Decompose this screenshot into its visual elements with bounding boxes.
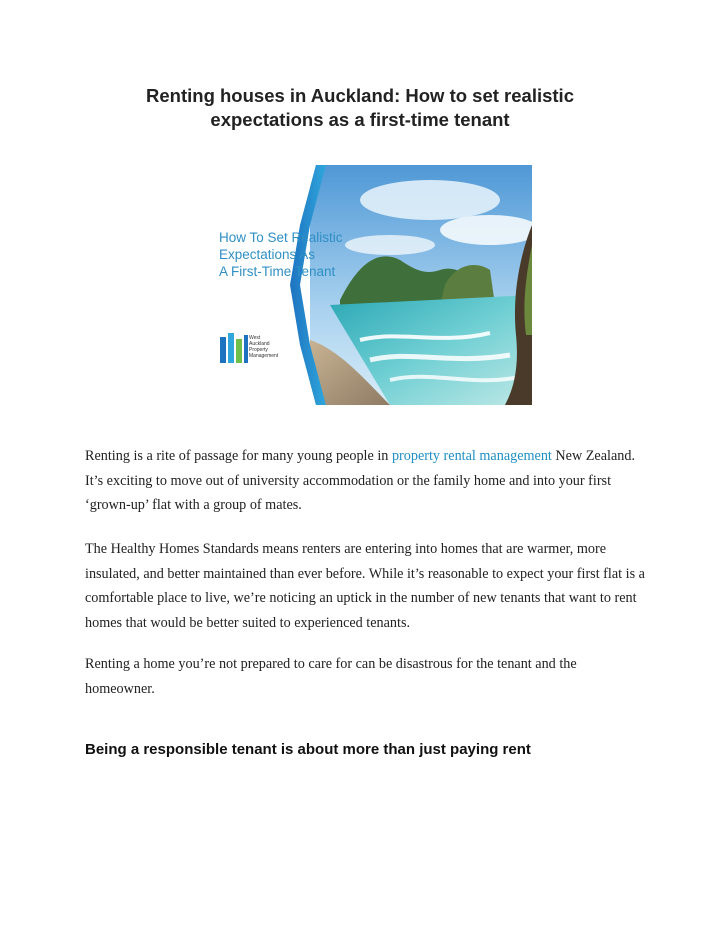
paragraph-intro-start: Renting is a rite of passage for many young people in — [85, 448, 392, 464]
hero-illustration — [190, 165, 532, 405]
hero-heading — [219, 229, 359, 280]
page-title — [60, 84, 660, 132]
hero-heading-line-2: Expectations As — [219, 247, 316, 262]
logo-line-4: Management — [249, 353, 279, 359]
company-logo — [218, 330, 318, 366]
logo-line-2: Auckland — [249, 341, 270, 347]
section-heading: Being a responsible tenant is about more than just paying rent — [85, 741, 531, 758]
logo-line-3: Property — [249, 347, 268, 353]
paragraph-healthy-homes: The Healthy Homes Standards means renters are entering into homes that are warmer, more insulated, and better maintained than ever before. While it’s reasonable to expect your first flat is a comfortable place to live, we’re noticing an uptick in the number of new tenants that want to rent homes that would be better suited to experienced tenants. — [85, 541, 645, 631]
paragraph-disastrous: Renting a home you’re not prepared to care for can be disastrous for the tenant and the homeowner. — [85, 656, 577, 697]
title-line-2: expectations as a first-time tenant — [210, 109, 510, 130]
title-line-1: Renting houses in Auckland: How to set realistic — [146, 85, 574, 106]
logo-text — [249, 335, 278, 359]
paragraph-intro-end: New Zealand. It’s exciting to move out of university accommodation or the family home and into your first ‘grown-up’ flat with a group of mates. — [85, 448, 635, 513]
logo-line-1: West — [249, 335, 261, 341]
hero-heading-line-1: How To Set Realistic — [219, 230, 343, 245]
hero-heading-line-3: A First-Time Tenant — [219, 264, 336, 279]
hero-image — [190, 165, 532, 405]
paragraph-intro — [85, 444, 645, 518]
property-rental-management-link[interactable]: property rental management — [391, 448, 552, 464]
